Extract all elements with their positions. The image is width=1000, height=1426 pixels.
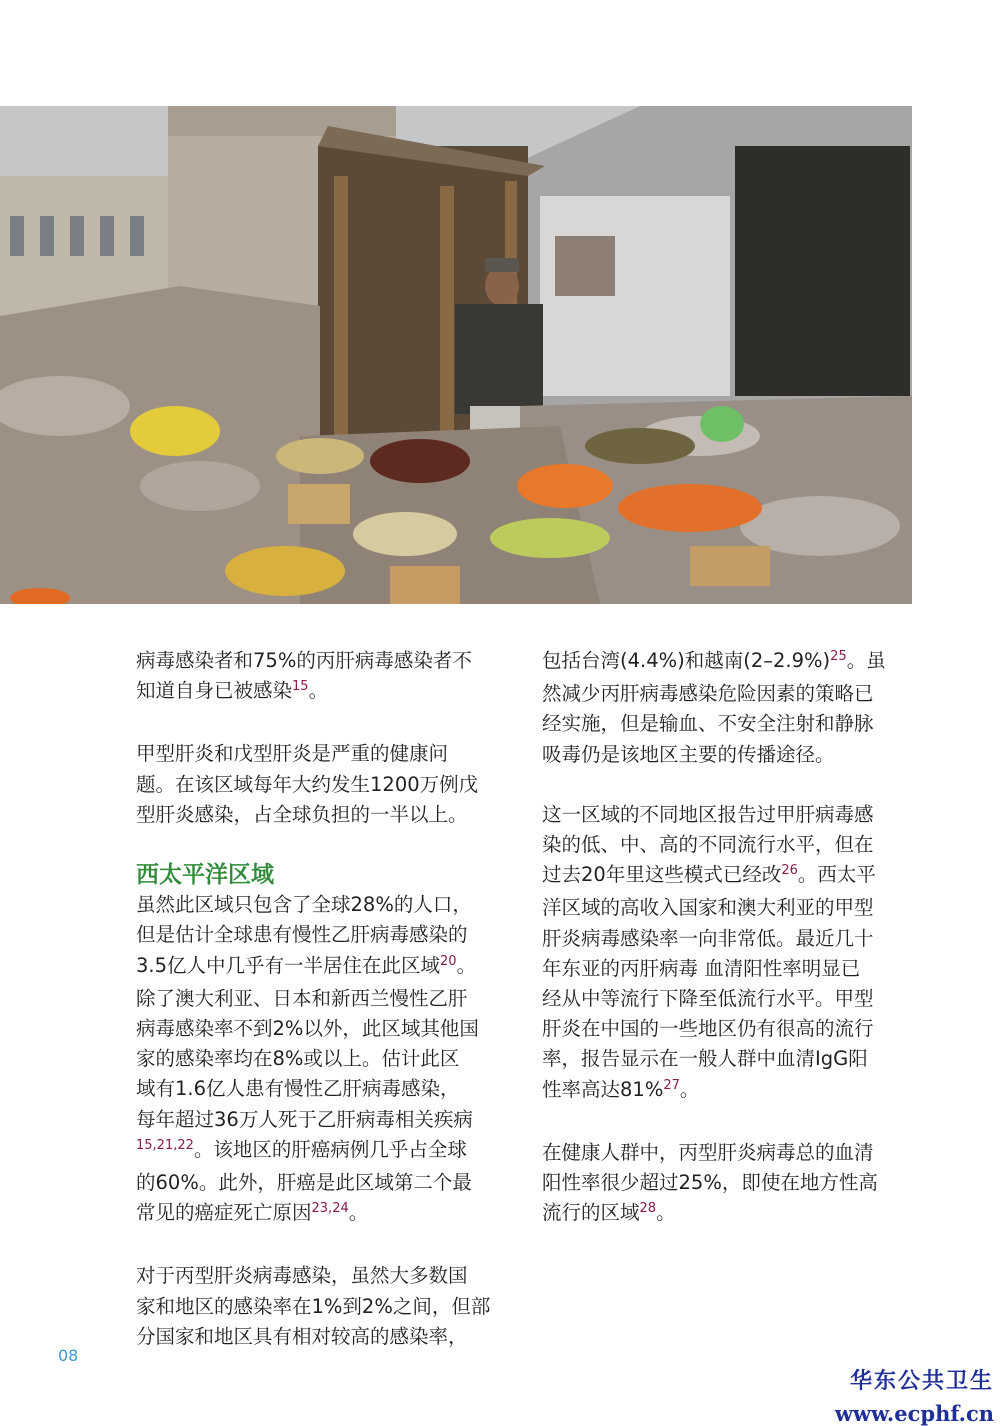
text-line: 率，报告显示在一般人群中血清IgG阳 [542,1047,868,1071]
text-line: 型肝炎感染，占全球负担的一半以上。 [136,802,468,826]
text-line [136,676,508,709]
text-run: 知道自身已被感染 [136,679,293,703]
text-line: 年东亚的丙肝病毒 血清阳性率明显已 [542,956,861,980]
right-paragraph-3 [542,1138,914,1232]
text-run: 过去20年里这些模式已经改 [542,863,782,887]
text-line [542,860,914,893]
text-line [136,951,508,984]
text-line: 经从中等流行下降至低流行水平。甲型 [542,987,874,1011]
watermark-name: 华东公共卫生 [849,1368,994,1394]
citation-ref: 26 [781,863,798,879]
citation-ref: 15 [292,679,309,695]
citation-ref: 23,24 [311,1201,349,1217]
citation-ref: 27 [663,1077,680,1093]
left-paragraph-4 [136,1261,508,1352]
text-line: 吸毒仍是该地区主要的传播途径。 [542,742,835,766]
left-column [136,646,508,1382]
right-column [542,646,914,1261]
left-paragraph-2 [136,739,508,830]
right-paragraph-1 [542,646,914,770]
section-heading: 西太平洋区域 [136,862,274,889]
text-line: 题。在该区域每年大约发生1200万例戊 [136,772,479,796]
text-line: 染的低、中、高的不同流行水平，但在 [542,833,874,857]
text-line: 分国家和地区具有相对较高的感染率， [136,1324,468,1348]
text-line [542,646,914,679]
text-run: 3.5亿人中几乎有一半居住在此区域 [136,953,441,977]
text-line: 在健康人群中，丙型肝炎病毒总的血清 [542,1140,874,1164]
text-run: 。 [348,1201,369,1225]
text-line: 经实施，但是输血、不安全注射和静脉 [542,712,874,736]
text-run: 性率高达81% [542,1077,664,1101]
text-line: 家和地区的感染率在1%到2%之间，但部 [136,1294,491,1318]
text-run: 。 [656,1201,676,1225]
citation-ref: 15,21,22 [136,1137,194,1153]
text-run: 。 [456,953,477,977]
text-run: 。西太平 [797,863,876,887]
text-line: 对于丙型肝炎病毒感染，虽然大多数国 [136,1264,468,1288]
text-line [136,1135,508,1168]
left-paragraph-1 [136,646,508,709]
text-line: 域有1.6亿人患有慢性乙肝病毒感染， [136,1077,460,1101]
text-line: 家的感染率均在8%或以上。估计此区 [136,1047,460,1071]
text-line: 阳性率很少超过25%，即使在地方性高 [542,1171,878,1195]
site-watermark [835,1364,994,1426]
text-line: 除了澳大利亚、日本和新西兰慢性乙肝 [136,986,468,1010]
right-paragraph-2 [542,800,914,1108]
text-line: 肝炎病毒感染率一向非常低。最近几十 [542,926,874,950]
text-line: 然减少丙肝病毒感染危险因素的策略已 [542,682,874,706]
text-run: 流行的区域 [542,1201,640,1225]
text-run: 。 [679,1077,700,1101]
text-line: 的60%。此外，肝癌是此区域第二个最 [136,1171,472,1195]
text-line: 病毒感染者和75%的丙肝病毒感染者不 [136,649,472,672]
citation-ref: 28 [639,1201,657,1217]
text-line: 肝炎在中国的一些地区仍有很高的流行 [542,1017,874,1041]
text-line: 甲型肝炎和戊型肝炎是严重的健康问 [136,742,449,766]
page-number: 08 [58,1346,79,1365]
citation-ref: 25 [830,649,847,664]
text-line [542,1075,914,1108]
text-run: 。 [308,679,329,703]
citation-ref: 20 [440,953,457,969]
text-line: 虽然此区域只包含了全球28%的人口， [136,893,472,917]
text-line: 病毒感染率不到2%以外，此区域其他国 [136,1017,479,1041]
text-line: 这一区域的不同地区报告过甲肝病毒感 [542,802,874,826]
market-ruins-photo [0,106,912,604]
watermark-url: www.ecphf.cn [834,1401,994,1426]
text-run: 常见的癌症死亡原因 [136,1201,312,1225]
text-run: 。该地区的肝癌病例几乎占全球 [193,1137,467,1161]
text-line: 每年超过36万人死于乙肝病毒相关疾病 [136,1107,473,1131]
text-run: 包括台湾(4.4%)和越南(2–2.9%) [542,649,831,672]
text-line [136,1198,508,1231]
text-line: 洋区域的高收入国家和澳大利亚的甲型 [542,896,874,920]
text-line: 但是估计全球患有慢性乙肝病毒感染的 [136,923,468,947]
left-paragraph-3 [136,890,508,1231]
text-line [542,1198,914,1231]
text-run: 。虽 [846,649,886,672]
